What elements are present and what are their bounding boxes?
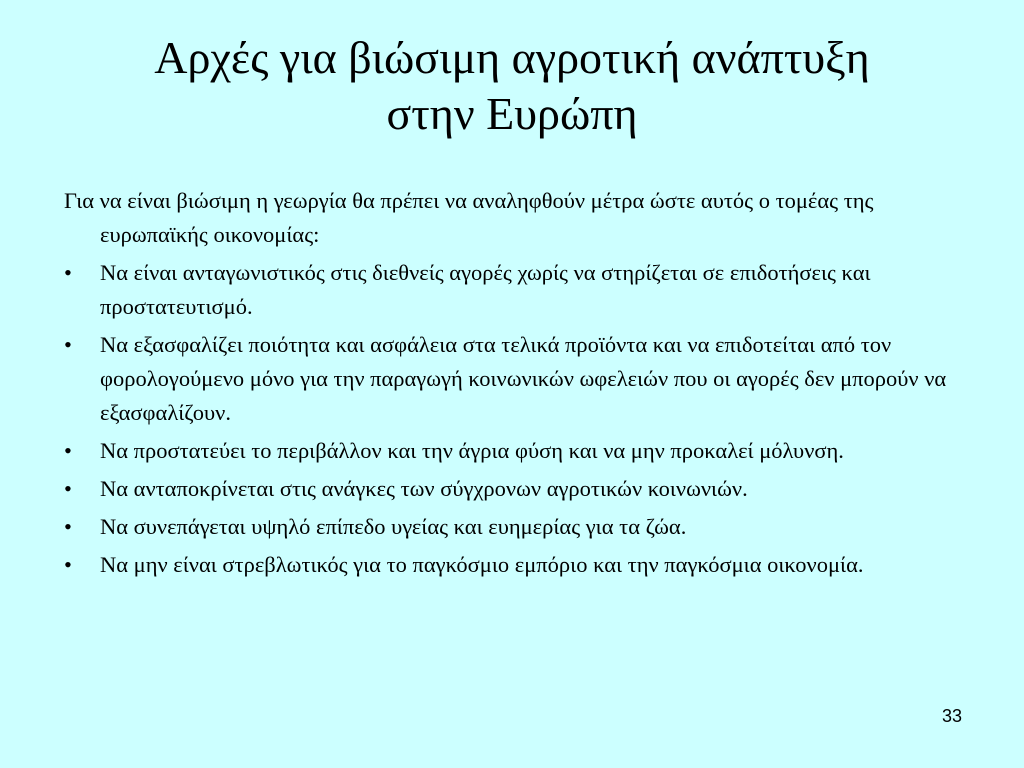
bullet-item [64, 256, 964, 324]
bullet-item [64, 510, 964, 544]
slide-title-line-2: στην Ευρώπη [386, 88, 638, 139]
intro-paragraph: Για να είναι βιώσιμη η γεωργία θα πρέπει να αναληφθούν μέτρα ώστε αυτός ο τομέας της ευρωπαϊκής οικονομίας: [64, 188, 874, 247]
bullet-text: Να προστατεύει το περιβάλλον και την άγρια φύση και να μην προκαλεί μόλυνση. [100, 438, 844, 463]
bullet-icon: • [64, 438, 72, 463]
bullet-icon: • [64, 332, 72, 357]
bullet-icon: • [64, 514, 72, 539]
slide-title [40, 30, 984, 142]
bullet-text: Να εξασφαλίζει ποιότητα και ασφάλεια στα τελικά προϊόντα και να επιδοτείται από τον φορολογούμενο μόνο για την παραγωγή κοινωνικών ωφελειών που οι αγορές δεν μπορούν να εξασφαλίζουν. [100, 332, 947, 425]
bullet-icon: • [64, 552, 72, 577]
bullet-icon: • [64, 476, 72, 501]
slide-title-line-1: Αρχές για βιώσιμη αγροτική ανάπτυξη [154, 32, 870, 83]
bullet-item [64, 548, 964, 582]
bullet-list [64, 256, 964, 582]
page-number: 33 [941, 706, 962, 726]
slide-body [64, 184, 964, 586]
bullet-item [64, 328, 964, 430]
bullet-text: Να ανταποκρίνεται στις ανάγκες των σύγχρονων αγροτικών κοινωνιών. [100, 476, 748, 501]
bullet-text: Να συνεπάγεται υψηλό επίπεδο υγείας και ευημερίας για τα ζώα. [100, 514, 687, 539]
bullet-item [64, 434, 964, 468]
bullet-icon: • [64, 260, 72, 285]
bullet-item [64, 472, 964, 506]
bullet-text: Να μην είναι στρεβλωτικός για το παγκόσμιο εμπόριο και την παγκόσμια οικονομία. [100, 552, 864, 577]
bullet-text: Να είναι ανταγωνιστικός στις διεθνείς αγορές χωρίς να στηρίζεται σε επιδοτήσεις και προστατευτισμό. [100, 260, 871, 319]
